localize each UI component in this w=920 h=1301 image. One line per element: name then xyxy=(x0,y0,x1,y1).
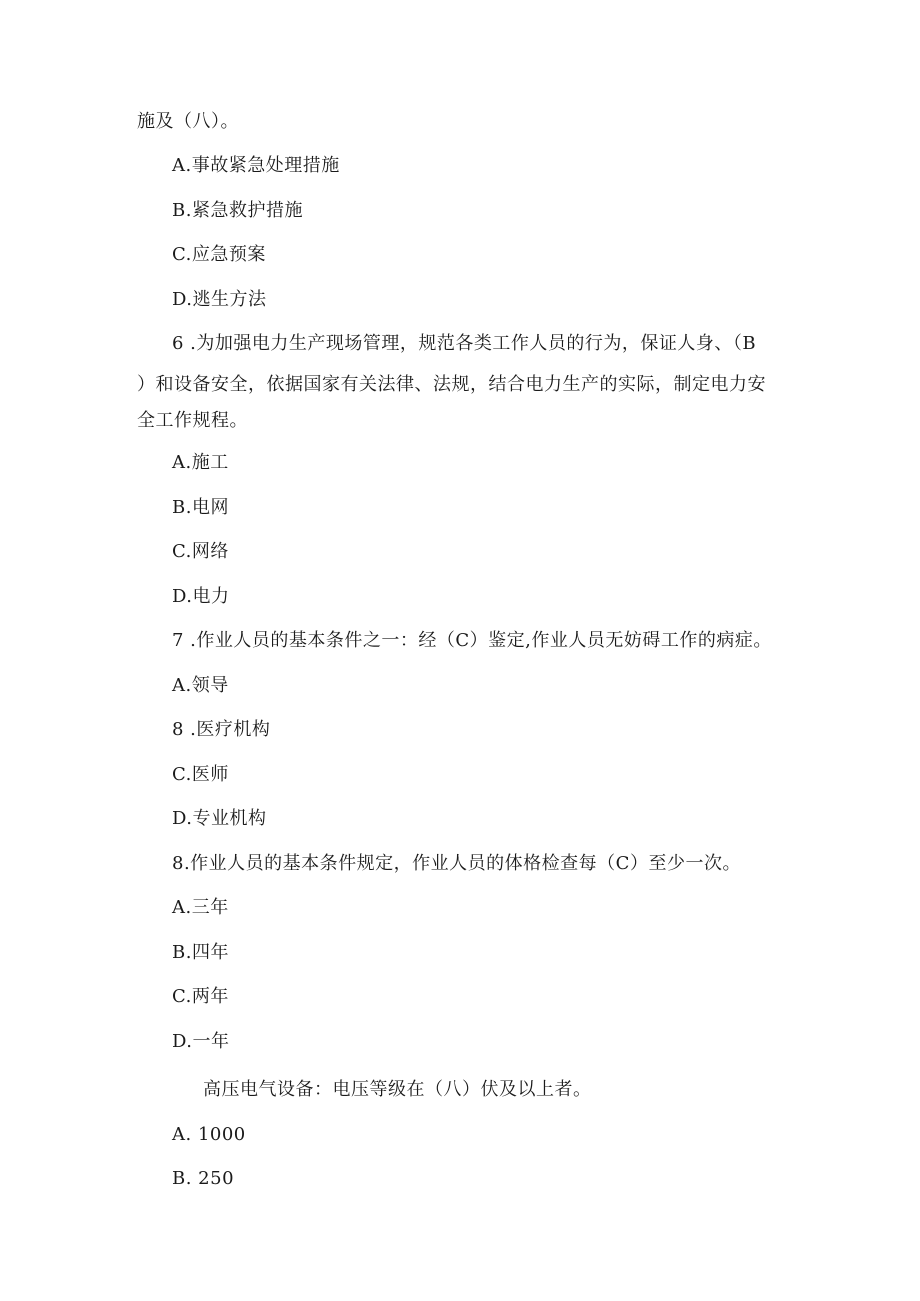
question-6-line-1: 6 .为加强电力生产现场管理，规范各类工作人员的行为，保证人身、（B xyxy=(172,333,757,354)
q5-option-a: A.事故紧急处理措施 xyxy=(172,155,340,176)
q6-option-d: D.电力 xyxy=(172,586,230,607)
q8-option-c: C.两年 xyxy=(172,986,229,1007)
q5-option-c: C.应急预案 xyxy=(172,244,266,265)
question-6-line-3: 全工作规程。 xyxy=(137,410,248,431)
question-5-continuation: 施及（八）。 xyxy=(137,111,239,132)
q5-option-b: B.紧急救护措施 xyxy=(172,200,303,221)
q6-option-a: A.施工 xyxy=(172,452,229,473)
q8-option-b: B.四年 xyxy=(172,942,229,963)
q7-option-c: C.医师 xyxy=(172,764,229,785)
q7-option-d: D.专业机构 xyxy=(172,808,267,829)
question-8: 8.作业人员的基本条件规定，作业人员的体格检查每（C）至少一次。 xyxy=(172,853,741,874)
q5-option-d: D.逃生方法 xyxy=(172,289,267,310)
q9-option-b: B. 250 xyxy=(172,1168,235,1189)
q6-option-c: C.网络 xyxy=(172,541,229,562)
q8-option-a: A.三年 xyxy=(172,897,229,918)
question-7: 7 .作业人员的基本条件之一：经（C）鉴定,作业人员无妨碍工作的病症。 xyxy=(172,630,772,651)
question-6-line-2: ）和设备安全，依据国家有关法律、法规，结合电力生产的实际，制定电力安 xyxy=(137,374,766,395)
q9-option-a: A. 1000 xyxy=(172,1124,246,1145)
question-9: 高压电气设备：电压等级在（八）伏及以上者。 xyxy=(203,1079,592,1100)
q7-option-a: A.领导 xyxy=(172,675,229,696)
q6-option-b: B.电网 xyxy=(172,497,229,518)
q8-option-d: D.一年 xyxy=(172,1031,230,1052)
q7-option-b: 8 .医疗机构 xyxy=(172,719,271,740)
